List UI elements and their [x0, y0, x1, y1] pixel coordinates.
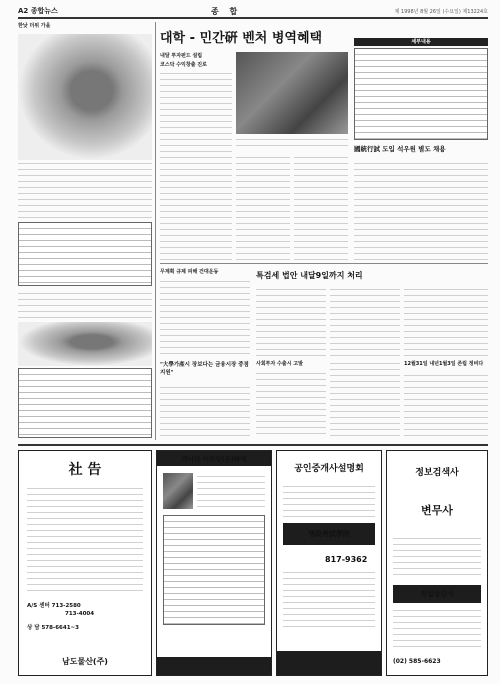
ad-divider	[18, 444, 488, 446]
notice-company: 남도물산(주)	[62, 657, 108, 666]
section-label: A2 종합뉴스	[18, 7, 58, 15]
page-section-title: 종 합	[211, 6, 242, 16]
exam-ad	[386, 450, 488, 676]
world-weather-table	[18, 368, 152, 438]
story-headline-2: 무계획 규제 피해 건대운동	[160, 269, 219, 275]
lead-subhead-1: 내달 투자펀드 설립	[160, 53, 203, 59]
left-headline-box	[18, 22, 152, 34]
issue-date: 제 1998년 8월 26일 (수요일) 제13224호	[394, 8, 488, 15]
weather-table	[18, 222, 152, 286]
ad2-title: 공인중개사설명회	[294, 464, 364, 474]
weather-map	[18, 34, 152, 160]
ad2-phone: 817-9362	[325, 555, 368, 564]
table-title: 세부내용	[354, 38, 488, 46]
lead-text-col2	[236, 154, 290, 260]
story-headline-box	[160, 360, 250, 382]
page-header	[18, 5, 488, 19]
lead-photo	[236, 52, 348, 134]
ad1-title: 캐나다 이민상(주)하제	[157, 451, 271, 466]
ad3-phone: (02) 585-6623	[393, 658, 441, 665]
weather-headline: 한낮 더위 가을	[18, 23, 51, 29]
photo-caption	[236, 136, 348, 150]
ad2-footer	[277, 651, 381, 675]
story-headline-box	[160, 268, 250, 276]
story-text	[404, 372, 488, 438]
lead-text-col3	[294, 154, 348, 260]
lead-headline-box	[160, 24, 350, 48]
ad3-foot: 직업상담사	[393, 585, 481, 603]
weather-text	[18, 160, 152, 220]
story-text	[256, 370, 326, 438]
realtor-ad	[276, 450, 382, 676]
notice-phone-1: A/S 센터 713-2580	[27, 603, 81, 609]
notice-ad	[18, 450, 152, 676]
story-headline-1: 특검세 법안 내달9일까지 처리	[256, 270, 363, 280]
ad1-footer	[157, 657, 271, 675]
story-headline-box	[404, 360, 488, 370]
ad3-sub: 변무사	[421, 504, 453, 517]
ad1-table	[163, 515, 265, 625]
lead-subheads	[160, 52, 232, 66]
divider	[160, 263, 488, 264]
notice-title: 社 告	[68, 462, 102, 478]
detail-table	[354, 48, 488, 140]
lead-subhead-2: 코스닥 수익창출 진로	[160, 62, 207, 68]
right-headline-box	[354, 144, 488, 156]
story-headline-box	[256, 360, 326, 368]
notice-phone-3: 상 담 578-6641~3	[27, 625, 79, 631]
world-weather-map	[18, 322, 152, 366]
weather-text-2	[18, 290, 152, 320]
story-headline-4: "大學가產시 장보다는 금융시장 중점 지원"	[160, 362, 249, 376]
divider	[155, 22, 156, 440]
story-text	[160, 384, 250, 438]
right-text	[354, 160, 488, 260]
story-text	[404, 286, 488, 356]
story-text	[160, 278, 250, 356]
story-text	[256, 286, 326, 356]
ad3-title: 정보검색사	[415, 468, 459, 478]
story-text	[330, 360, 400, 438]
notice-phone-2: 713-4004	[65, 611, 95, 617]
immigration-ad	[156, 450, 272, 676]
lead-text-col1	[160, 70, 232, 260]
story-headline-6: 12월31일 내년1월3일 존립 정비다	[404, 361, 484, 367]
right-headline: 國統行試 도입 석우원 별도 채용	[354, 145, 446, 153]
story-text	[330, 286, 400, 356]
ad2-sub: 행政考試學院	[283, 523, 375, 545]
story-headline-box	[256, 268, 466, 282]
lead-headline: 대학 - 민간硏 벤처 병역혜택	[160, 30, 323, 46]
ad1-photo	[163, 473, 193, 509]
story-headline-5: 사회투자 수출시 고발	[256, 361, 303, 367]
